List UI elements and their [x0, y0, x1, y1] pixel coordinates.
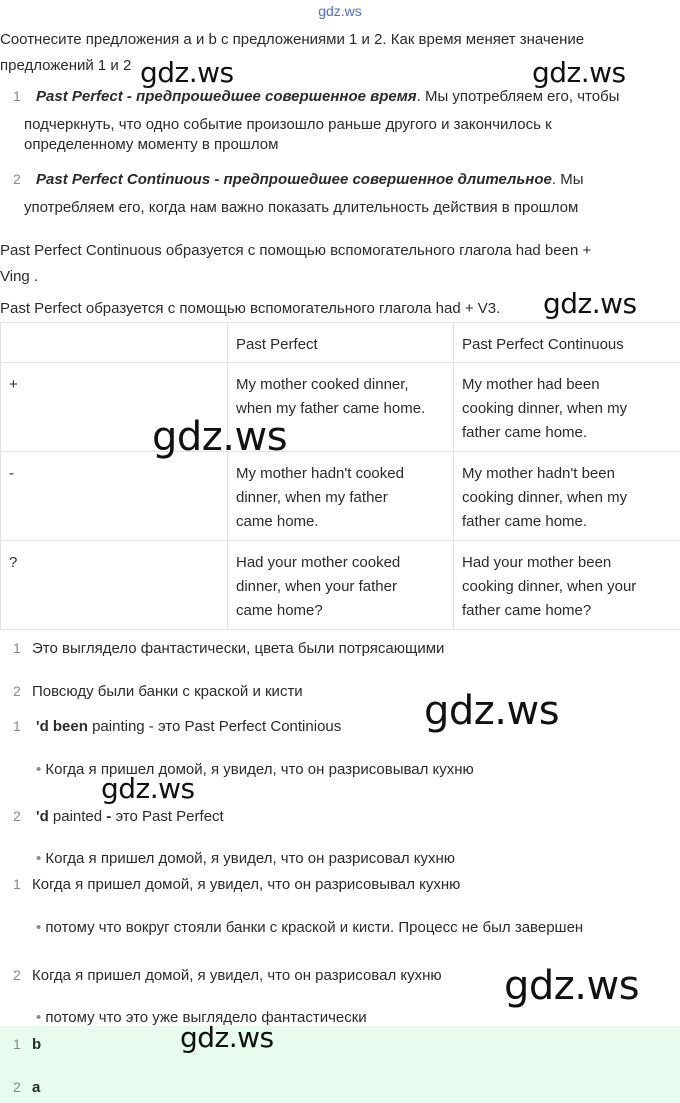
task-text-line2: предложений 1 и 2: [0, 57, 132, 74]
analysis-word: painted: [48, 808, 103, 825]
watermark: gdz.ws: [101, 772, 195, 805]
analysis-bullet-text: Когда я пришел домой, я увидел, что он разрисовал кухню: [45, 850, 456, 867]
analysis-bullet: [36, 848, 455, 869]
analysis-word: painting: [87, 718, 145, 735]
definition-number: 1: [13, 88, 21, 104]
cell-line: came home.: [236, 513, 319, 530]
cell-line: father came home?: [462, 602, 592, 619]
cell-line: dinner, when your father: [236, 578, 397, 595]
meaning-bullet-text: потому что вокруг стояли банки с краской и кисти. Процесс не был завершен: [45, 919, 584, 936]
cell-line: when my father came home.: [236, 400, 426, 417]
definition-line: [36, 86, 619, 107]
cell-line: cooking dinner, when your: [462, 578, 637, 595]
table-row: [1, 541, 680, 630]
table-header-cell: Past Perfect: [228, 323, 454, 363]
analysis-bold: 'd: [36, 808, 49, 825]
table-header-row: [1, 323, 680, 363]
analysis-rest: это Past Perfect: [111, 808, 224, 825]
table-cell: [454, 541, 680, 630]
watermark: gdz.ws: [504, 963, 640, 1009]
table-cell-sign: -: [1, 452, 228, 541]
analysis-line: [36, 716, 341, 737]
cell-line: came home?: [236, 602, 323, 619]
watermark: gdz.ws: [543, 287, 637, 320]
table-cell: [228, 452, 454, 541]
definition-line: [36, 169, 583, 190]
cell-line: My mother cooked dinner,: [236, 376, 409, 393]
translation-text: Повсюду были банки с краской и кисти: [32, 683, 303, 700]
meaning-number: 1: [13, 876, 21, 892]
cell-line: Had your mother been: [462, 554, 612, 571]
answer-number: 1: [13, 1036, 21, 1052]
answer-value: a: [32, 1079, 41, 1096]
analysis-number: 1: [13, 718, 21, 734]
table-cell: [454, 363, 680, 452]
watermark: gdz.ws: [140, 56, 234, 89]
table-header-cell: [1, 323, 228, 363]
bullet-dot: •: [36, 919, 46, 936]
site-link[interactable]: gdz.ws: [318, 3, 362, 19]
answer-value: b: [32, 1036, 42, 1053]
definition-text-line2: подчеркнуть, что одно событие произошло раньше другого и закончилось к: [24, 116, 552, 133]
meaning-bullet: [36, 917, 583, 938]
cell-line: cooking dinner, when my: [462, 400, 628, 417]
bullet-dot: •: [36, 1009, 46, 1026]
watermark: gdz.ws: [152, 414, 288, 460]
cell-line: My mother had been: [462, 376, 600, 393]
watermark: gdz.ws: [532, 56, 626, 89]
formation-continuous: Past Perfect Continuous образуется с помощью вспомогательного глагола had been +: [0, 242, 592, 259]
table-row: [1, 452, 680, 541]
analysis-bullet-text: Когда я пришел домой, я увидел, что он разрисовывал кухню: [45, 761, 474, 778]
analysis-number: 2: [13, 808, 21, 824]
definition-text: . Мы употребляем его, чтобы: [416, 88, 620, 105]
definition-text-line3: определенному моменту в прошлом: [24, 136, 279, 153]
table-header-cell: Past Perfect Continuous: [454, 323, 680, 363]
watermark: gdz.ws: [424, 688, 560, 734]
cell-line: cooking dinner, when my: [462, 489, 628, 506]
formation-perfect: Past Perfect образуется с помощью вспомогательного глагола had + V3.: [0, 300, 501, 317]
translation-number: 2: [13, 683, 21, 699]
table-cell-sign: ?: [1, 541, 228, 630]
translation-text: Это выглядело фантастически, цвета были потрясающими: [32, 640, 445, 657]
definition-term: Past Perfect - предпрошедшее совершенное время: [36, 88, 417, 105]
table-cell: [228, 541, 454, 630]
definition-term: Past Perfect Continuous - предпрошедшее совершенное длительное: [36, 171, 552, 188]
answer-block: [0, 1026, 680, 1103]
table-row: [1, 363, 680, 452]
formation-continuous-line2: Ving .: [0, 268, 39, 285]
cell-line: My mother hadn't cooked: [236, 465, 404, 482]
meaning-text: Когда я пришел домой, я увидел, что он разрисовывал кухню: [32, 876, 461, 893]
analysis-bold: 'd been: [36, 718, 88, 735]
analysis-rest: - это Past Perfect Continious: [144, 718, 342, 735]
bullet-dot: •: [36, 761, 46, 778]
cell-line: My mother hadn't been: [462, 465, 615, 482]
task-text: Соотнесите предложения a и b с предложениями 1 и 2. Как время меняет значение: [0, 31, 585, 48]
tense-table: [0, 322, 680, 630]
cell-line: father came home.: [462, 424, 588, 441]
meaning-number: 2: [13, 967, 21, 983]
analysis-bold-dash: -: [102, 808, 112, 825]
definition-number: 2: [13, 171, 21, 187]
table-cell: [454, 452, 680, 541]
definition-text: . Мы: [551, 171, 584, 188]
analysis-line: [36, 806, 224, 827]
cell-line: father came home.: [462, 513, 588, 530]
cell-line: Had your mother cooked: [236, 554, 401, 571]
answer-number: 2: [13, 1079, 21, 1095]
cell-line: dinner, when my father: [236, 489, 388, 506]
bullet-dot: •: [36, 850, 46, 867]
table-cell-sign: +: [1, 363, 228, 452]
watermark: gdz.ws: [180, 1021, 274, 1054]
meaning-text: Когда я пришел домой, я увидел, что он разрисовал кухню: [32, 967, 442, 984]
definition-text-line2: употребляем его, когда нам важно показать длительность действия в прошлом: [24, 199, 579, 216]
meaning-bullet-text: потому что это уже выглядело фантастически: [45, 1009, 367, 1026]
translation-number: 1: [13, 640, 21, 656]
